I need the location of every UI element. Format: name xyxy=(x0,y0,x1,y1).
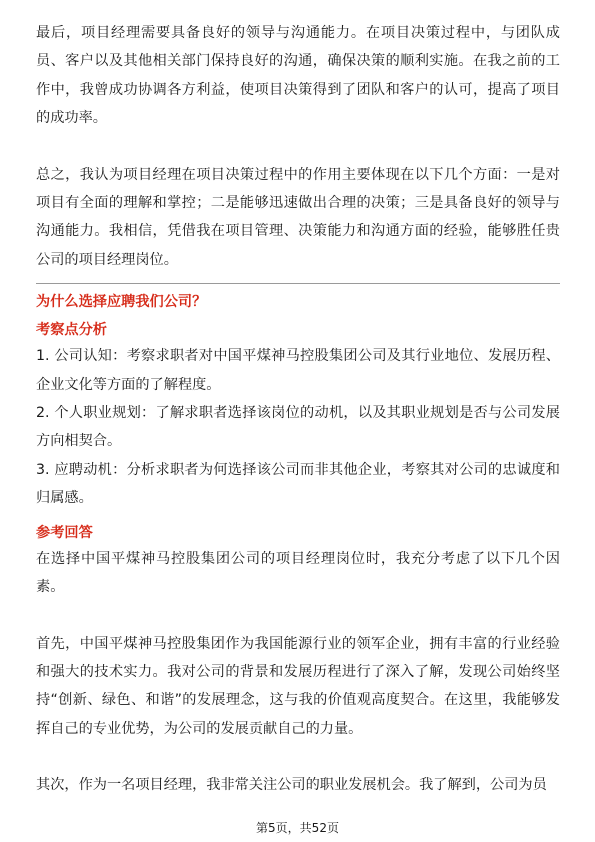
answer-paragraph: 总之，我认为项目经理在项目决策过程中的作用主要体现在以下几个方面：一是对项目有全面的理解和掌控；二是能够迅速做出合理的决策；三是具备良好的领导与沟通能力。我相信，凭借我在项目管理、决策能力和沟通方面的经验，能够胜任贵公司的项目经理岗位。 xyxy=(36,166,560,268)
answer-paragraph: 最后，项目经理需要具备良好的领导与沟通能力。在项目决策过程中，与团队成员、客户以及其他相关部门保持良好的沟通，确保决策的顺利实施。在我之前的工作中，我曾成功协调各方利益，使项目决策得到了团队和客户的认可，提高了项目的成功率。 xyxy=(36,25,560,127)
paragraph-gap xyxy=(36,743,560,771)
analysis-item: 3. 应聘动机：分析求职者为何选择该公司而非其他企业，考察其对公司的忠诚度和归属感。 xyxy=(36,461,560,507)
question-title: 为什么选择应聘我们公司？ xyxy=(36,294,207,311)
paragraph-gap xyxy=(36,133,560,161)
analysis-item: 2. 个人职业规划：了解求职者选择该岗位的动机，以及其职业规划是否与公司发展方向相契合。 xyxy=(36,405,560,450)
answer-paragraph: 其次，作为一名项目经理，我非常关注公司的职业发展机会。我了解到，公司为员 xyxy=(36,777,547,794)
section-divider xyxy=(36,283,560,284)
answer-heading: 参考回答 xyxy=(36,524,93,541)
page-number: 第5页，共52页 xyxy=(256,821,339,835)
document-page xyxy=(36,19,560,800)
answer-paragraph: 在选择中国平煤神马控股集团公司的项目经理岗位时，我充分考虑了以下几个因素。 xyxy=(36,550,560,596)
answer-paragraph: 首先，中国平煤神马控股集团作为我国能源行业的领军企业，拥有丰富的行业经验和强大的技术实力。我对公司的背景和发展历程进行了深入了解，发现公司始终坚持“创新、绿色、和谐”的发展理念，这与我的价值观高度契合。在这里，我能够发挥自己的专业优势，为公司的发展贡献自己的力量。 xyxy=(36,635,560,737)
analysis-heading: 考察点分析 xyxy=(36,322,107,339)
paragraph-gap xyxy=(36,602,560,630)
analysis-item: 1. 公司认知：考察求职者对中国平煤神马控股集团公司及其行业地位、发展历程、企业文化等方面的了解程度。 xyxy=(36,348,560,393)
